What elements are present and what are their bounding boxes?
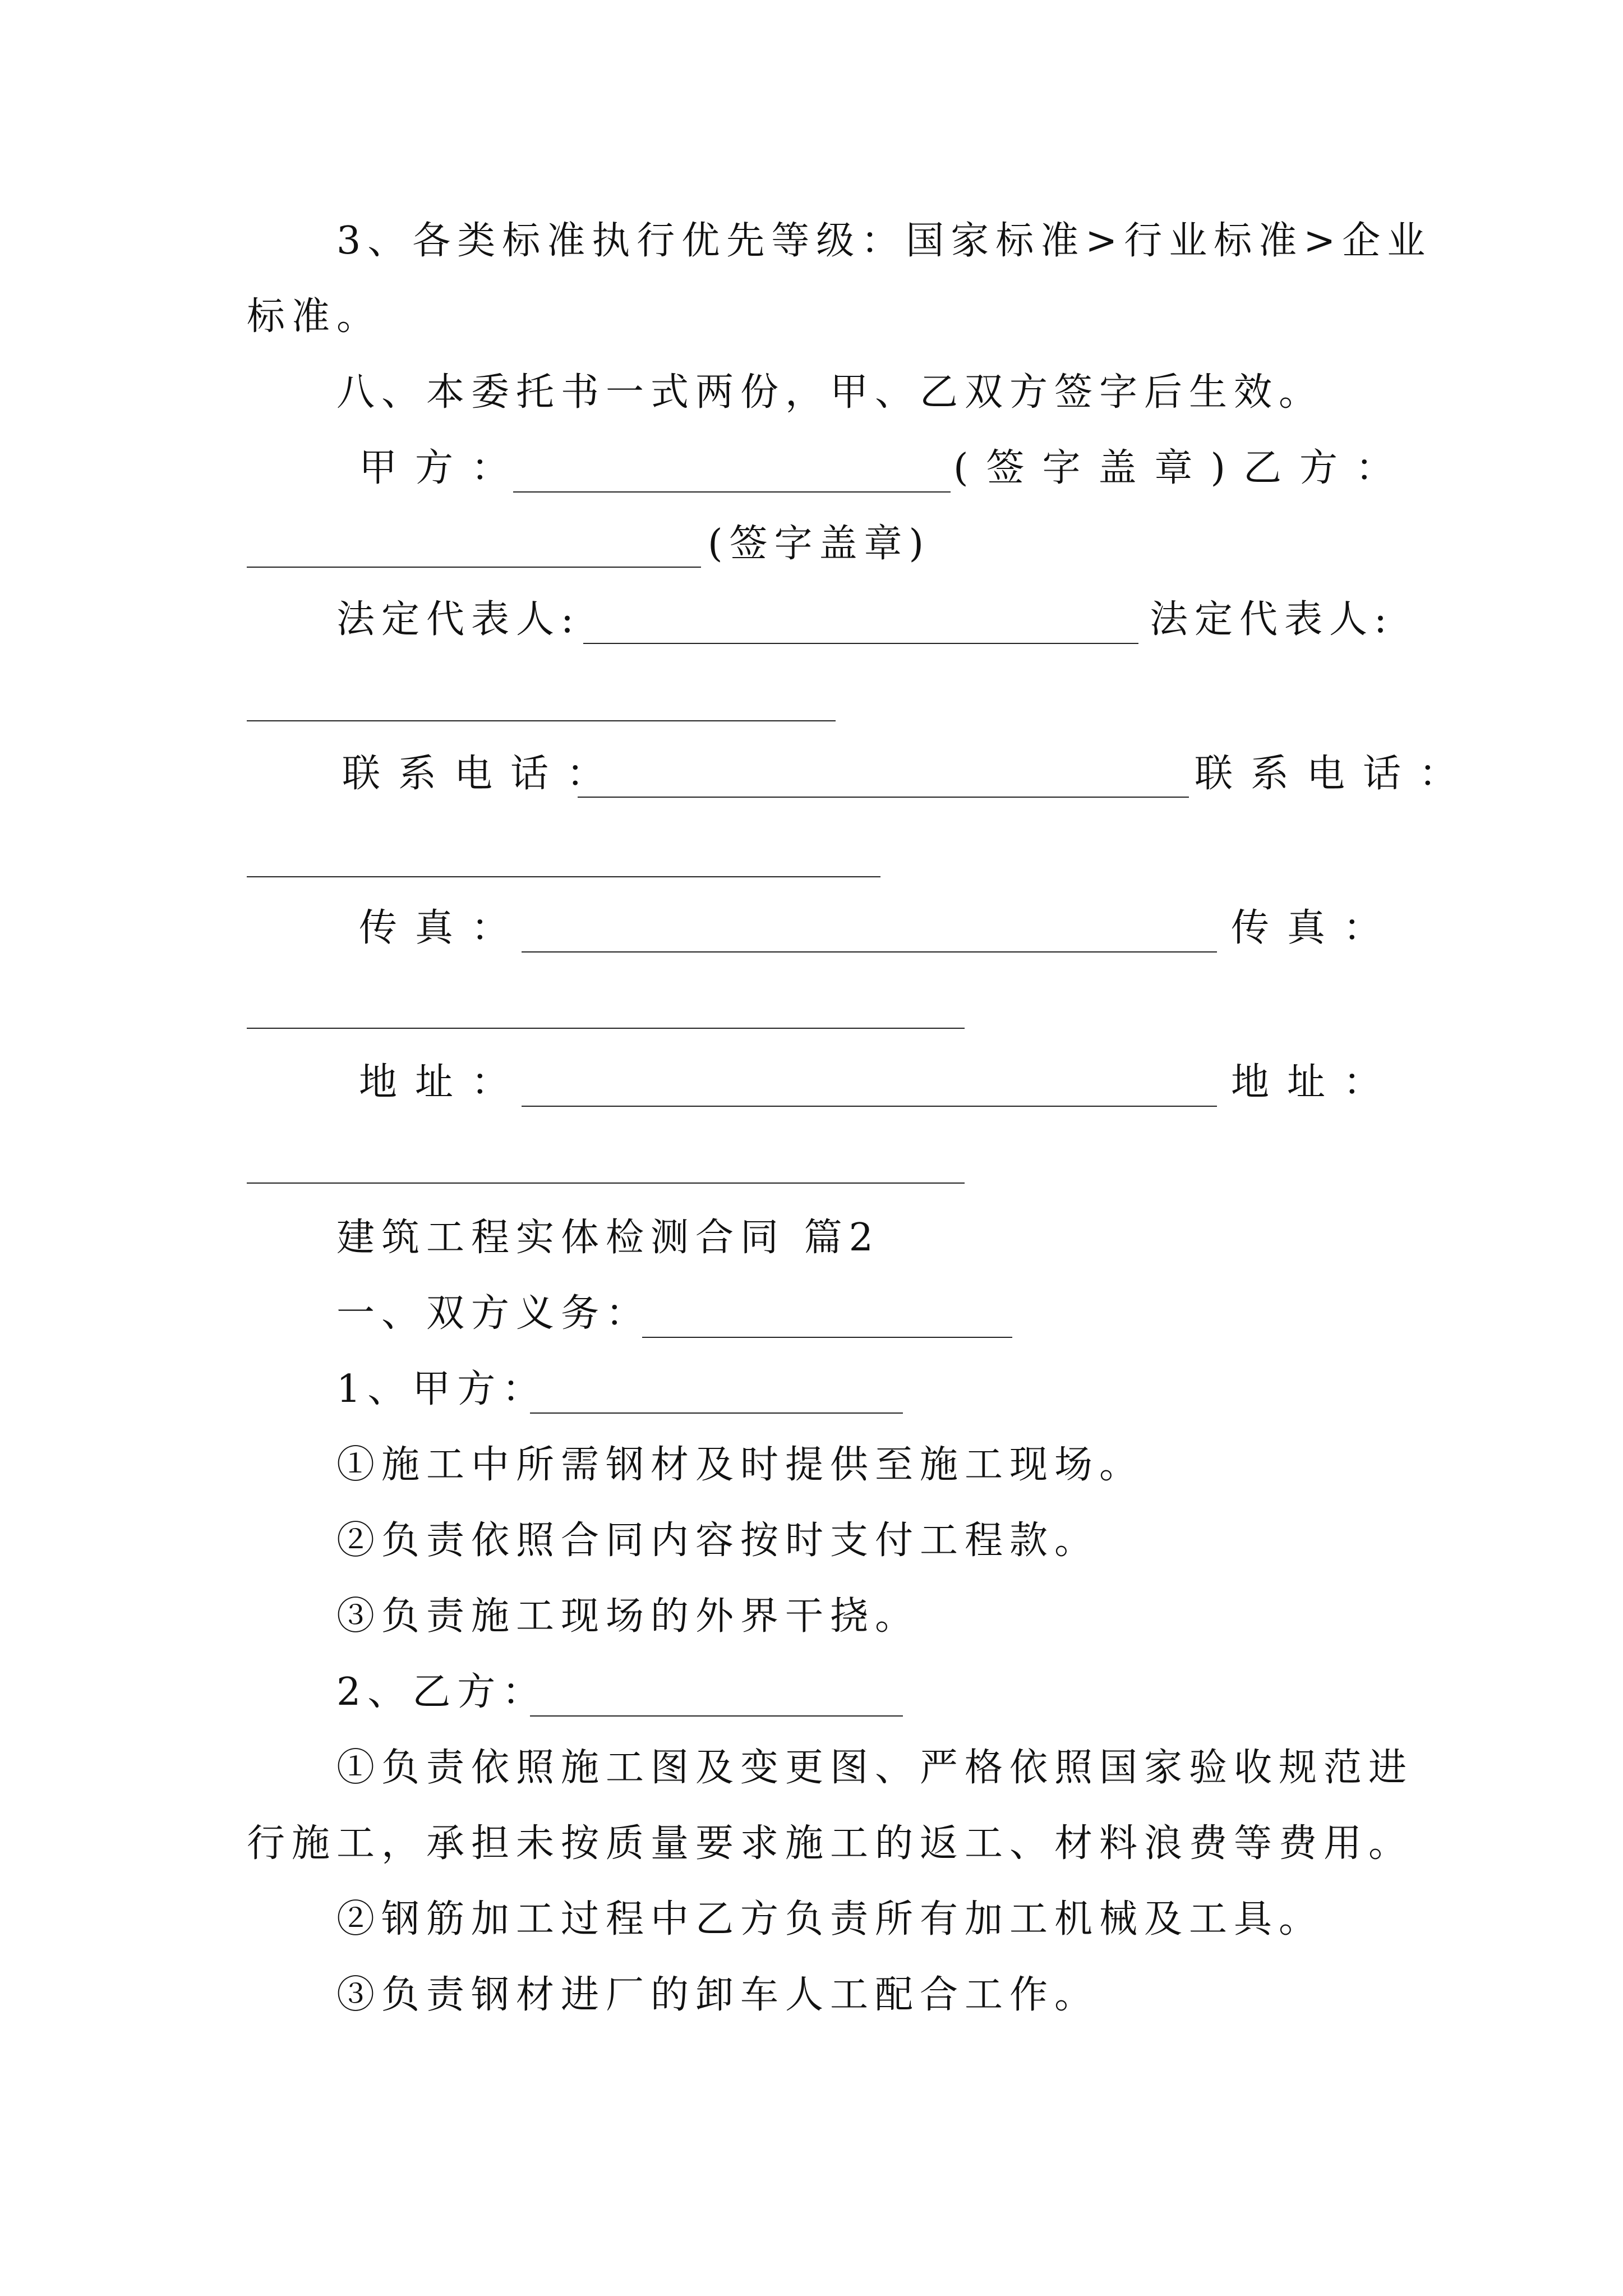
legal-rep-label-b: 法定代表人: (1150, 597, 1394, 642)
address-label-b: 地址： (1231, 1060, 1400, 1105)
party-a-duty-1: ①施工中所需钢材及时提供至施工现场。 (336, 1443, 1145, 1487)
legal-rep-a-line (583, 643, 1138, 644)
party-b-duty-3: ③负责钢材进厂的卸车人工配合工作。 (336, 1973, 1100, 2017)
duties-line (642, 1337, 1012, 1338)
party-a-duties-line (530, 1412, 903, 1414)
phone-a-line (578, 797, 1189, 798)
party-a-signature-line (513, 491, 951, 493)
fax-a-line (522, 951, 1217, 953)
phone-label-b: 联系电话： (1195, 752, 1476, 796)
party-b-duty-1-line1: ①负责依照施工图及变更图、严格依照国家验收规范进 (336, 1746, 1414, 1790)
section-title: 建筑工程实体检测合同 篇2 (336, 1216, 880, 1260)
address-b-line (247, 1182, 965, 1184)
duties-heading: 一、双方义务： (336, 1291, 651, 1336)
phone-label-a: 联系电话： (342, 752, 623, 796)
seal-label-2: (签字盖章) (708, 522, 931, 566)
party-b-duty-1-line2: 行施工，承担未按质量要求施工的返工、材料浪费等费用。 (247, 1821, 1414, 1866)
party-a-duty-3: ③负责施工现场的外界干挠。 (336, 1594, 920, 1639)
party-a-duty-2: ②负责依照合同内容按时支付工程款。 (336, 1519, 1100, 1563)
seal-party-b-label: (签字盖章)乙方： (953, 446, 1412, 490)
phone-b-line (247, 876, 880, 877)
fax-label-a: 传真： (359, 906, 528, 950)
legal-rep-b-line (247, 720, 836, 721)
clause-priority-line2: 标准。 (247, 295, 382, 339)
legal-rep-label-a: 法定代表人: (336, 597, 580, 642)
address-a-line (522, 1106, 1217, 1107)
party-b-duties-line (530, 1715, 903, 1717)
party-a-duties-label: 1、甲方： (336, 1367, 547, 1411)
party-a-label: 甲方： (359, 446, 528, 490)
party-b-signature-line (247, 567, 701, 568)
fax-b-line (247, 1028, 965, 1029)
party-b-duties-label: 2、乙方： (336, 1670, 547, 1714)
clause-effective: 八、本委托书一式两份，甲、乙双方签字后生效。 (336, 370, 1324, 415)
fax-label-b: 传真： (1231, 906, 1400, 950)
clause-priority-line1: 3、各类标准执行优先等级：国家标准>行业标准>企业 (336, 219, 1432, 263)
address-label-a: 地址： (359, 1060, 528, 1105)
party-b-duty-2: ②钢筋加工过程中乙方负责所有加工机械及工具。 (336, 1897, 1324, 1941)
